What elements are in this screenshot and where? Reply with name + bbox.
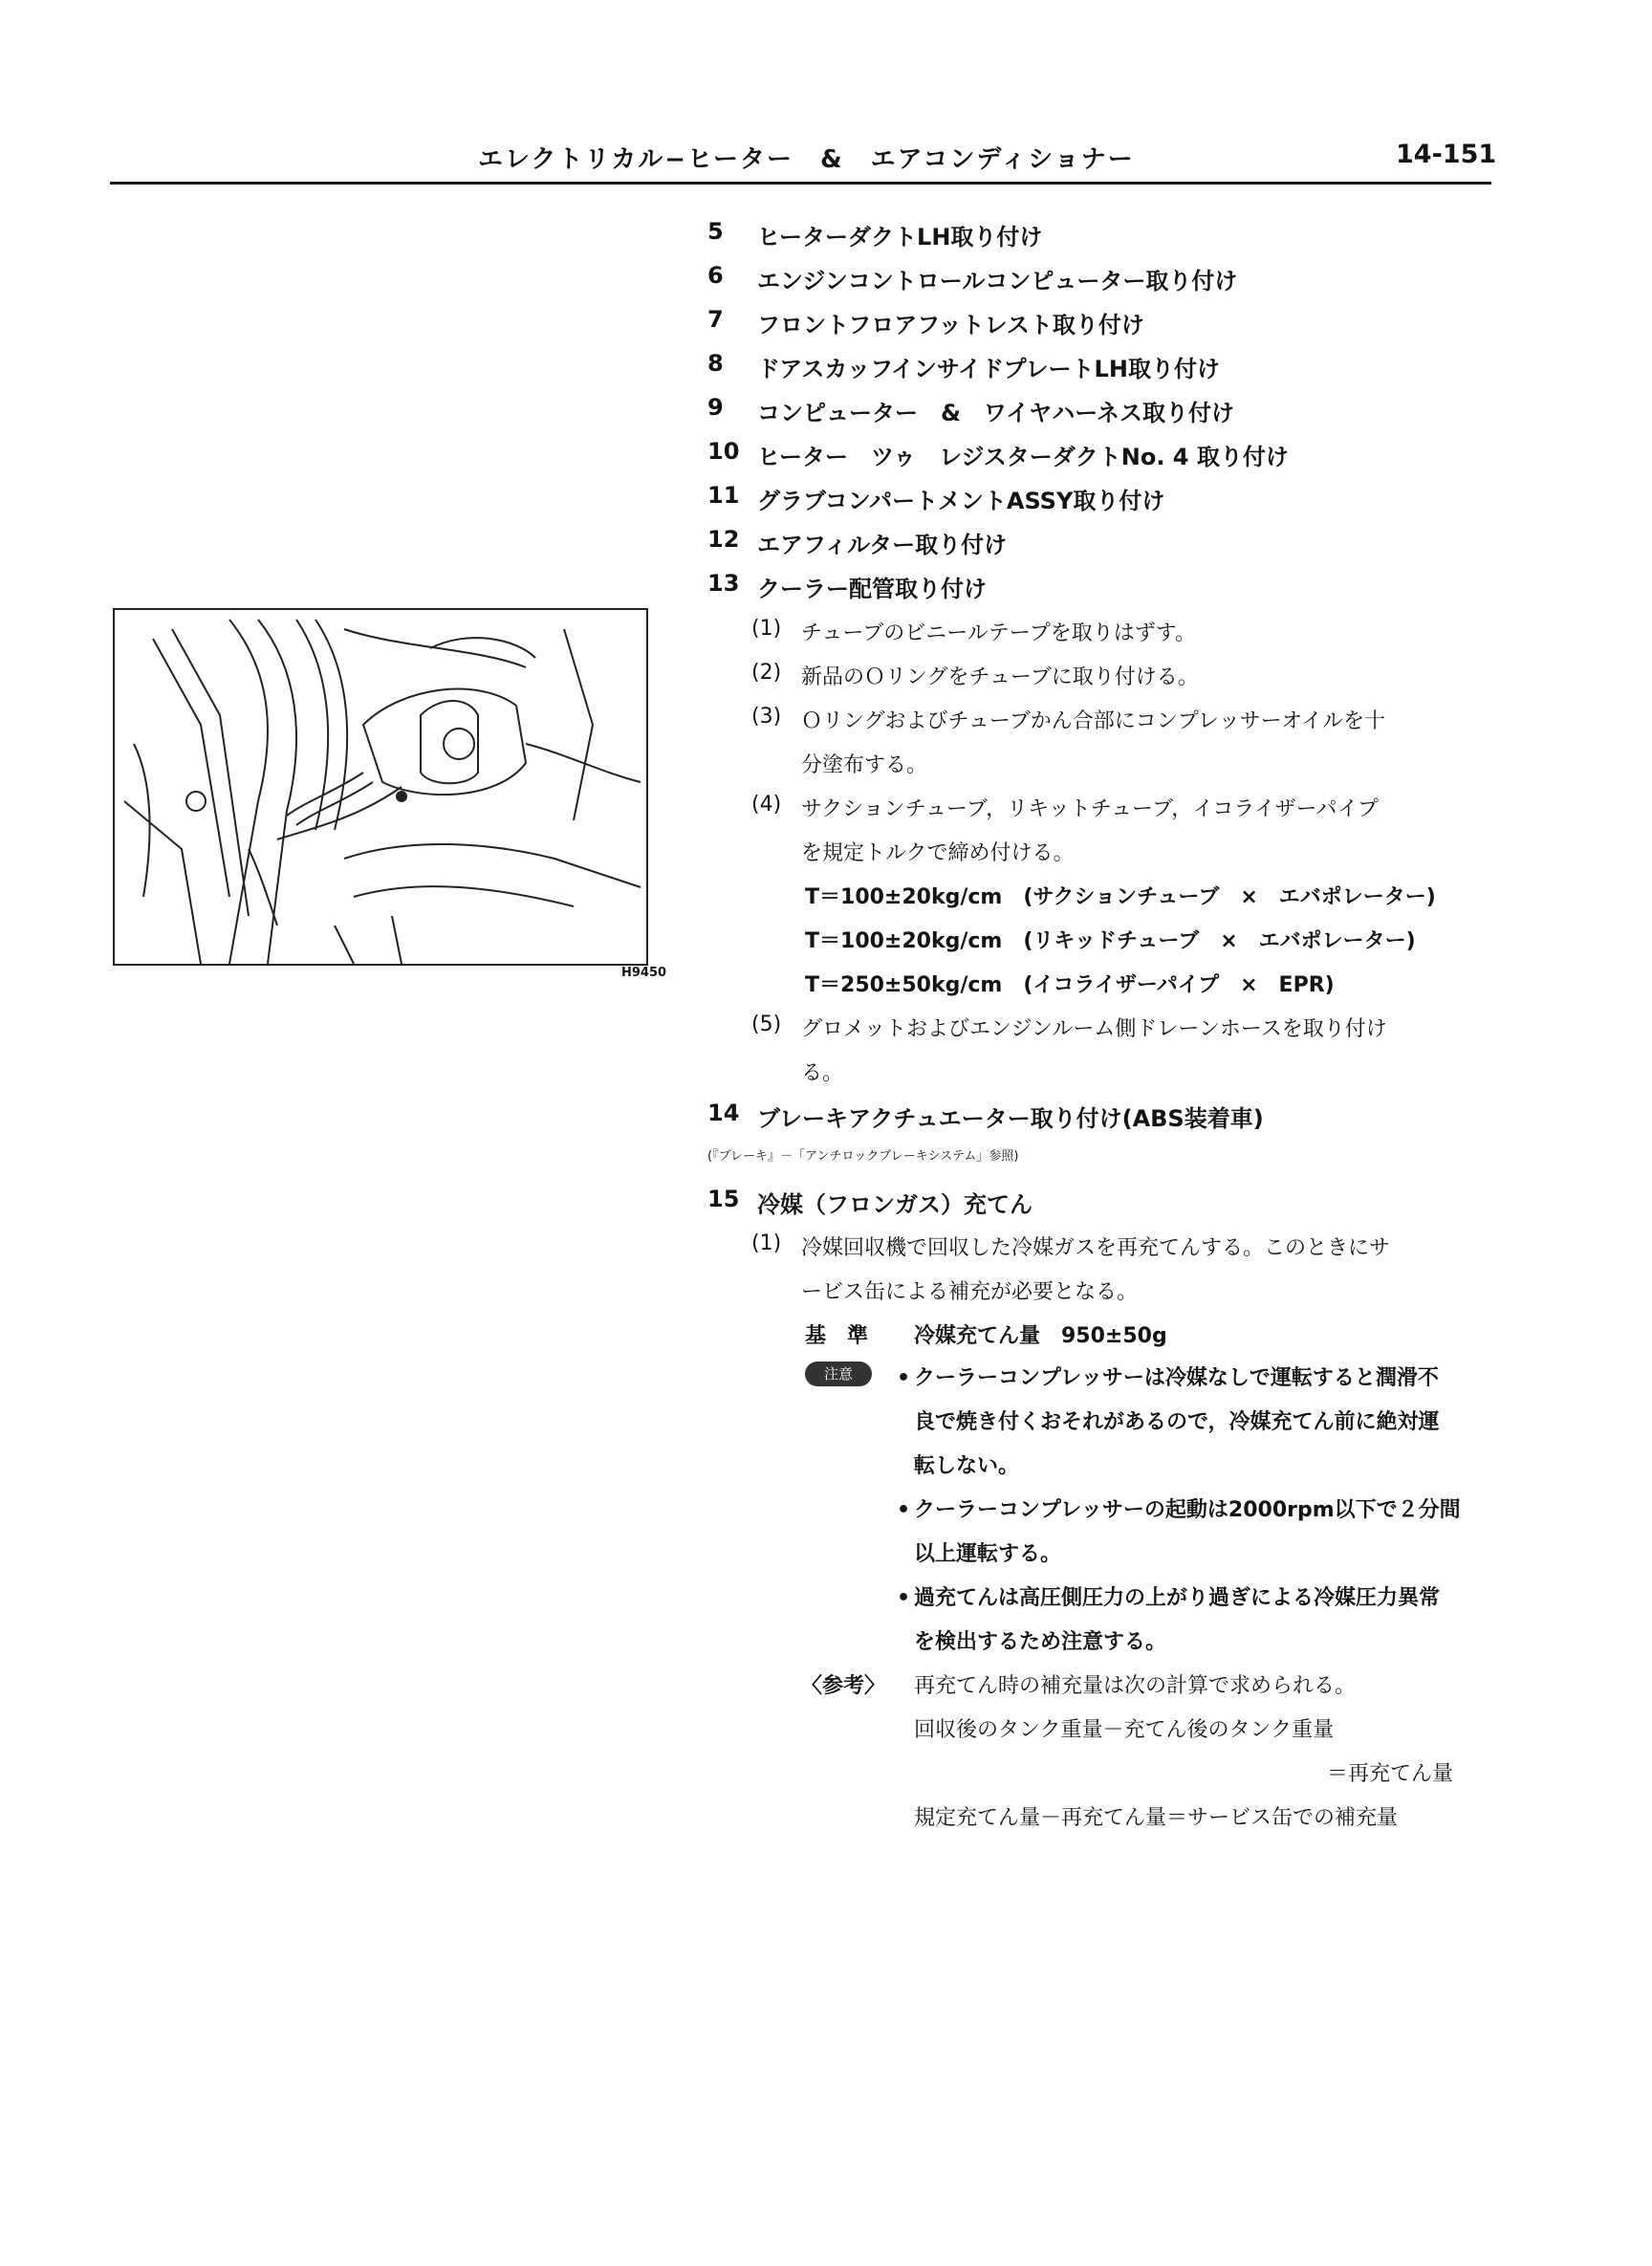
caution-text: を検出するため注意する。 <box>914 1630 1167 1654</box>
bullet-icon: • <box>897 1498 911 1522</box>
sub-step-text: Ｏリングおよびチューブかん合部にコンプレッサーオイルを十 <box>801 709 1386 733</box>
installation-figure <box>113 608 648 966</box>
step-number: 8 <box>707 350 724 377</box>
bullet-icon: • <box>897 1366 911 1390</box>
reference-label: 〈参考〉 <box>801 1674 886 1698</box>
sub-step-text: 分塗布する。 <box>801 753 928 777</box>
step-text: ブレーキアクチュエーター取り付け(ABS装着車) <box>757 1105 1264 1132</box>
sub-step-text: グロメットおよびエンジンルーム側ドレーンホースを取り付け <box>801 1017 1387 1041</box>
step-number: 5 <box>707 218 724 245</box>
bullet-icon: • <box>897 1586 911 1610</box>
caution-text: クーラーコンプレッサーは冷媒なしで運転すると潤滑不 <box>914 1366 1439 1390</box>
caution-text: クーラーコンプレッサーの起動は2000rpm以下で２分間 <box>914 1498 1461 1522</box>
step-text: ヒーターダクトLH取り付け <box>757 224 1043 251</box>
torque-spec: T＝250±50kg/cm (イコライザーパイプ × EPR) <box>805 973 1335 997</box>
caution-item <box>897 1362 1439 1391</box>
step-number: 9 <box>707 394 724 421</box>
reference-text: 再充てん時の補充量は次の計算で求められる。 <box>914 1674 1357 1698</box>
torque-spec: T＝100±20kg/cm (サクションチューブ × エバポレーター) <box>805 885 1436 909</box>
sub-step-number: (4) <box>751 793 782 817</box>
step-number: 14 <box>707 1100 740 1126</box>
header-title: エレクトリカル−ヒーター & エアコンディショナー <box>478 145 1135 174</box>
sub-step-text: を規定トルクで締め付ける。 <box>801 841 1075 865</box>
step-number: 15 <box>707 1186 740 1212</box>
step-text: コンピューター & ワイヤハーネス取り付け <box>757 400 1235 426</box>
step-text: ヒーター ツゥ レジスターダクトNo. 4 取り付け <box>757 444 1289 470</box>
page-number: 14-151 <box>1396 140 1497 169</box>
step-text: エアフィルター取り付け <box>757 532 1008 558</box>
caution-text: 良で焼き付くおそれがあるので，冷媒充てん前に絶対運 <box>914 1410 1440 1434</box>
caution-text: 転しない。 <box>914 1454 1020 1478</box>
caution-item <box>897 1493 1461 1523</box>
step-text: エンジンコントロールコンピューター取り付け <box>757 268 1238 294</box>
header-rule <box>110 182 1491 185</box>
caution-text: 以上運転する。 <box>914 1542 1062 1566</box>
caution-badge-label: 注意 <box>805 1362 872 1386</box>
caution-item <box>897 1581 1440 1611</box>
reference-text: ＝再充てん量 <box>1327 1762 1454 1786</box>
reference-note: (『ブレーキ』－「アンチロックブレーキシステム」参照) <box>707 1149 1019 1164</box>
step-number: 7 <box>707 306 724 333</box>
piping-illustration <box>115 610 646 964</box>
sub-step-text: 冷媒回収機で回収した冷媒ガスを再充てんする。このときにサ <box>801 1236 1391 1260</box>
step-text: グラブコンパートメントASSY取り付け <box>757 488 1165 514</box>
figure-code: H9450 <box>621 966 667 980</box>
step-number: 13 <box>707 570 740 597</box>
step-text: 冷媒（フロンガス）充てん <box>757 1191 1032 1218</box>
sub-step-number: (3) <box>751 705 782 729</box>
step-number: 12 <box>707 526 740 553</box>
step-text: ドアスカッフインサイドプレートLH取り付け <box>757 356 1220 382</box>
caution-text: 過充てんは高圧側圧力の上がり過ぎによる冷媒圧力異常 <box>914 1586 1441 1610</box>
step-text: クーラー配管取り付け <box>757 576 987 602</box>
sub-step-text: ービス缶による補充が必要となる。 <box>801 1280 1139 1304</box>
sub-step-text: サクションチューブ，リキットチューブ，イコライザーパイプ <box>801 797 1379 821</box>
standard-value: 冷媒充てん量 950±50g <box>914 1324 1167 1348</box>
step-text: フロントフロアフットレスト取り付け <box>757 312 1144 338</box>
reference-text: 規定充てん量－再充てん量＝サービス缶での補充量 <box>914 1806 1399 1830</box>
sub-step-number: (1) <box>751 617 782 641</box>
sub-step-text: る。 <box>801 1061 844 1085</box>
sub-step-number: (5) <box>751 1013 782 1036</box>
sub-step-number: (1) <box>751 1231 782 1255</box>
step-number: 6 <box>707 262 724 289</box>
sub-step-number: (2) <box>751 661 782 685</box>
torque-spec: T＝100±20kg/cm (リキッドチューブ × エバポレーター) <box>805 929 1416 953</box>
caution-badge <box>805 1362 872 1386</box>
sub-step-text: チューブのビニールテープを取りはずす。 <box>801 621 1196 645</box>
standard-label: 基 準 <box>805 1324 869 1348</box>
step-number: 10 <box>707 438 740 465</box>
step-number: 11 <box>707 482 740 509</box>
sub-step-text: 新品のＯリングをチューブに取り付ける。 <box>801 665 1199 689</box>
reference-text: 回収後のタンク重量－充てん後のタンク重量 <box>914 1718 1335 1742</box>
